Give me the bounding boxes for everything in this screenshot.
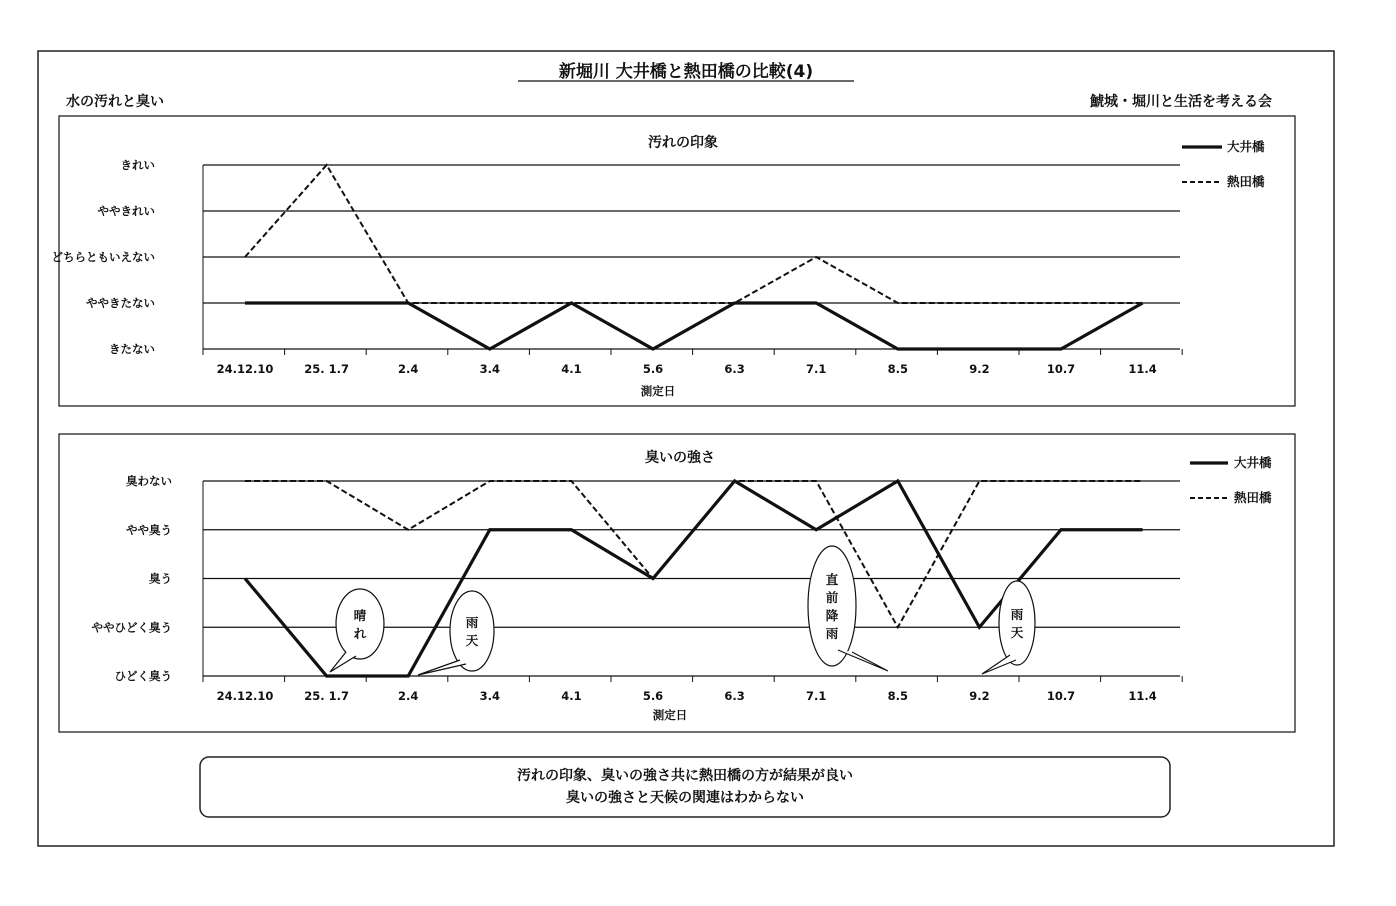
annotation-text: 雨天 xyxy=(465,615,479,648)
x-tick-label: 10.7 xyxy=(1046,362,1076,376)
bubble-tail xyxy=(838,650,888,671)
weather-annotations xyxy=(330,546,1035,675)
x-tick-label: 24.12.10 xyxy=(216,362,274,376)
chart-frame xyxy=(59,434,1295,732)
series-line-oi xyxy=(245,303,1143,349)
annotation-bubble xyxy=(330,589,384,672)
x-axis-labels xyxy=(217,362,1157,376)
y-tick-label: きたない xyxy=(109,342,155,356)
bubble-shape xyxy=(450,591,494,671)
chart-title: 汚れの印象 xyxy=(648,135,718,151)
bubble-shape xyxy=(808,546,856,666)
x-tick-label: 24.12.10 xyxy=(216,689,274,703)
page-title: 新堀川 大井橋と熱田橋の比較(4) xyxy=(558,62,814,82)
annotation-text: 晴れ xyxy=(353,608,367,641)
annotation-bubble xyxy=(808,546,888,671)
outer-frame xyxy=(38,51,1334,846)
y-tick-label: やや臭う xyxy=(126,522,172,537)
conclusion-line-2: 臭いの強さと天候の関連はわからない xyxy=(566,790,804,806)
x-tick-label: 6.3 xyxy=(724,362,745,376)
subtitle-left: 水の汚れと臭い xyxy=(66,94,164,110)
bubble-shape xyxy=(336,589,384,659)
x-tick-label: 7.1 xyxy=(806,689,827,703)
x-axis-labels xyxy=(217,689,1157,703)
x-tick-label: 8.5 xyxy=(887,362,908,376)
legend xyxy=(1182,139,1265,189)
subtitle-right: 鯱城・堀川と生活を考える会 xyxy=(1090,94,1272,110)
legend-label-atsuta: 熱田橋 xyxy=(1234,490,1272,505)
bubble-shape xyxy=(999,581,1035,665)
legend-label-oi: 大井橋 xyxy=(1227,139,1265,154)
chart-odor-strength xyxy=(59,434,1295,732)
x-tick-label: 5.6 xyxy=(642,689,664,703)
bubble-tail xyxy=(982,655,1016,674)
x-tick-label: 3.4 xyxy=(479,689,500,703)
x-tick-label: 5.6 xyxy=(642,362,664,376)
legend-label-atsuta: 熱田橋 xyxy=(1227,174,1265,189)
legend-label-oi: 大井橋 xyxy=(1234,455,1272,470)
x-tick-label: 10.7 xyxy=(1046,689,1076,703)
x-tick-label: 2.4 xyxy=(398,362,419,376)
bubble-tail xyxy=(418,660,466,675)
x-tick-label: 25. 1.7 xyxy=(304,362,349,376)
y-tick-label: どちらともいえない xyxy=(51,250,155,264)
x-tick-label: 11.4 xyxy=(1128,362,1157,376)
x-tick-label: 7.1 xyxy=(806,362,827,376)
y-tick-label: 臭わない xyxy=(126,474,172,488)
x-tick-label: 4.1 xyxy=(561,689,582,703)
series-line-atsuta xyxy=(245,165,1143,303)
x-tick-label: 6.3 xyxy=(724,689,745,703)
x-tick-label: 8.5 xyxy=(887,689,908,703)
x-tick-label: 11.4 xyxy=(1128,689,1157,703)
x-tick-label: 4.1 xyxy=(561,362,582,376)
annotation-bubble xyxy=(418,591,494,675)
legend xyxy=(1190,455,1272,505)
y-tick-label: きれい xyxy=(120,158,155,172)
annotation-text: 直前降雨 xyxy=(825,572,839,641)
x-tick-label: 9.2 xyxy=(969,362,990,376)
y-axis-labels xyxy=(52,158,156,356)
x-tick-label: 2.4 xyxy=(398,689,419,703)
x-axis-title: 測定日 xyxy=(652,708,688,722)
bubble-tail xyxy=(330,652,356,672)
x-tick-label: 3.4 xyxy=(479,362,500,376)
x-tick-label: 25. 1.7 xyxy=(304,689,349,703)
y-tick-label: 臭う xyxy=(149,571,172,586)
conclusion-frame xyxy=(200,757,1170,817)
chart-title: 臭いの強さ xyxy=(645,450,715,466)
annotation-text: 雨天 xyxy=(1010,607,1024,640)
y-tick-label: ややきれい xyxy=(97,204,155,218)
x-axis-title: 測定日 xyxy=(640,384,676,398)
y-axis-labels xyxy=(92,474,173,683)
conclusion-line-1: 汚れの印象、臭いの強さ共に熱田橋の方が結果が良い xyxy=(517,768,853,784)
conclusion-box xyxy=(200,757,1170,817)
chart-dirt-impression xyxy=(52,116,1296,406)
x-tick-label: 9.2 xyxy=(969,689,990,703)
y-tick-label: ややひどく臭う xyxy=(91,620,172,635)
y-tick-label: ひどく臭う xyxy=(114,669,172,683)
y-tick-label: ややきたない xyxy=(86,296,155,310)
